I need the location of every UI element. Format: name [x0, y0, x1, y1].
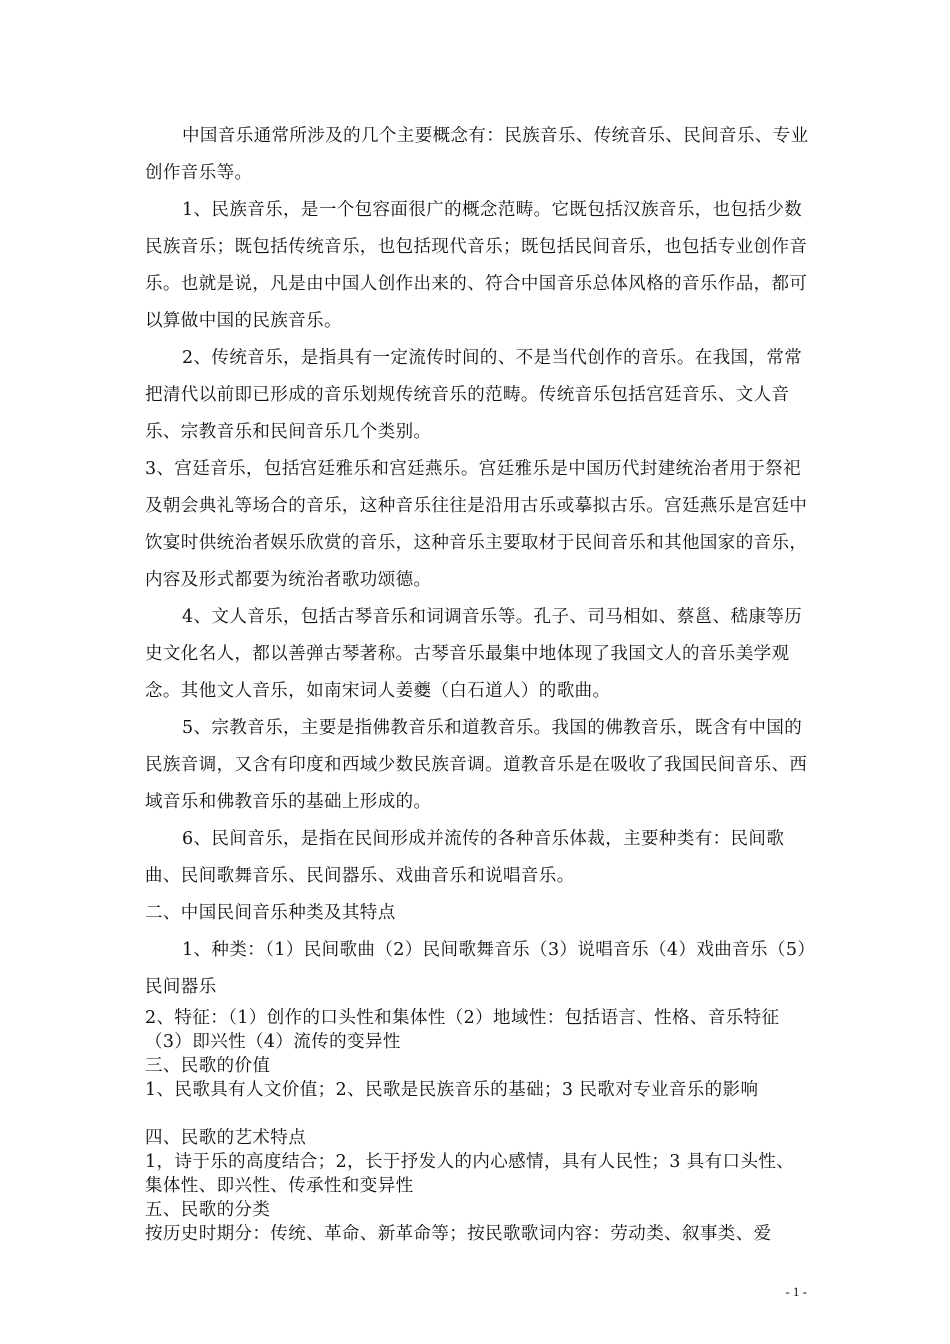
paragraph-religious-music: 5、宗教音乐，主要是指佛教音乐和道教音乐。我国的佛教音乐，既含有中国的民族音调，又含有印度和西域少数民族音调。道教音乐是在吸收了我国民间音乐、西域音乐和佛教音乐的基础上形成的。: [145, 718, 808, 812]
document-body: [145, 118, 810, 1246]
heading-folk-song-value: 三、民歌的价值: [145, 1056, 271, 1076]
heading-classification: 五、民歌的分类: [145, 1200, 271, 1220]
heading-folk-music-types: 二、中国民间音乐种类及其特点: [145, 903, 396, 923]
page-number: - 1 -: [785, 1284, 807, 1299]
paragraph-classification: 按历史时期分：传统、革命、新革命等；按民歌歌词内容：劳动类、叙事类、爱: [145, 1224, 772, 1244]
paragraph-intro: 中国音乐通常所涉及的几个主要概念有：民族音乐、传统音乐、民间音乐、专业创作音乐等。: [145, 126, 809, 183]
paragraph-types: 1、种类：（1）民间歌曲（2）民间歌舞音乐（3）说唱音乐（4）戏曲音乐（5）民间器乐: [145, 940, 807, 997]
paragraph-traditional-music: 2、传统音乐，是指具有一定流传时间的、不是当代创作的音乐。在我国，常常把清代以前即已形成的音乐划规传统音乐的范畴。传统音乐包括宫廷音乐、文人音乐、宗教音乐和民间音乐几个类别。: [145, 348, 803, 442]
paragraph-literati-music: 4、文人音乐，包括古琴音乐和词调音乐等。孔子、司马相如、蔡邕、嵇康等历史文化名人，都以善弹古琴著称。古琴音乐最集中地体现了我国文人的音乐美学观念。其他文人音乐，如南宋词人姜夔（白石道人）的歌曲。: [145, 607, 803, 701]
paragraph-features: 2、特征：（1）创作的口头性和集体性（2）地域性：包括语言、性格、音乐特征（3）即兴性（4）流传的变异性: [145, 1008, 780, 1052]
paragraph-court-music: 3、宫廷音乐，包括宫廷雅乐和宫廷燕乐。宫廷雅乐是中国历代封建统治者用于祭祀及朝会典礼等场合的音乐，这种音乐往往是沿用古乐或摹拟古乐。宫廷燕乐是宫廷中饮宴时供统治者娱乐欣赏的音乐，这种音乐主要取材于民间音乐和其他国家的音乐，内容及形式都要为统治者歌功颂德。: [145, 459, 808, 590]
paragraph-ethnic-music: 1、民族音乐，是一个包容面很广的概念范畴。它既包括汉族音乐，也包括少数民族音乐；既包括传统音乐，也包括现代音乐；既包括民间音乐，也包括专业创作音乐。也就是说，凡是由中国人创作出来的、符合中国音乐总体风格的音乐作品，都可以算做中国的民族音乐。: [145, 200, 808, 331]
heading-artistic-features: 四、民歌的艺术特点: [145, 1128, 307, 1148]
paragraph-artistic-features: 1，诗于乐的高度结合；2，长于抒发人的内心感情，具有人民性；3 具有口头性、集体性、即兴性、传承性和变异性: [145, 1152, 795, 1196]
paragraph-folk-music: 6、民间音乐，是指在民间形成并流传的各种音乐体裁，主要种类有：民间歌曲、民间歌舞音乐、民间器乐、戏曲音乐和说唱音乐。: [145, 829, 785, 886]
paragraph-folk-song-value: 1、民歌具有人文价值；2、民歌是民族音乐的基础；3 民歌对专业音乐的影响: [145, 1080, 759, 1100]
